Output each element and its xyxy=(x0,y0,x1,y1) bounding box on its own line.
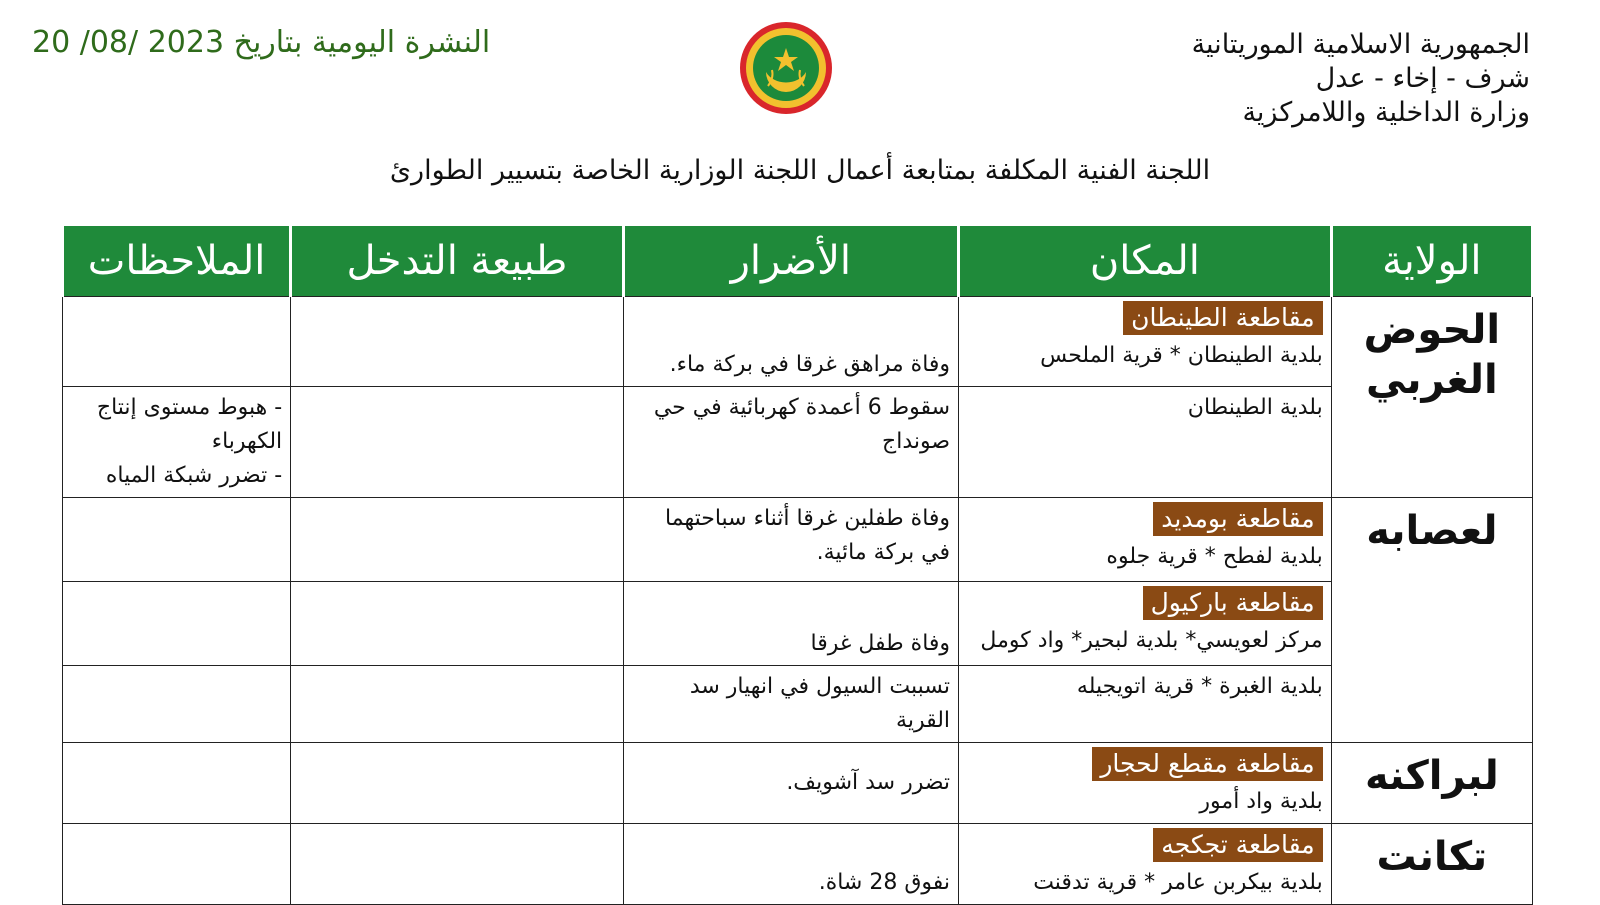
committee-subtitle: اللجنة الفنية المكلفة بمتابعة أعمال اللجنة الوزارية الخاصة بتسيير الطوارئ xyxy=(389,155,1211,186)
wilaya-cell: الحوض الغربي xyxy=(1331,297,1532,498)
intervention-cell xyxy=(291,498,623,582)
damage-cell: تسببت السيول في انهيار سد القرية xyxy=(623,666,958,743)
wilaya-cell: لعصابه xyxy=(1331,498,1532,743)
note-line: - تضرر شبكة المياه xyxy=(105,463,283,488)
notes-cell xyxy=(63,387,291,498)
table-row xyxy=(63,582,1533,666)
ministry-name: وزارة الداخلية واللامركزية xyxy=(1242,97,1530,128)
place-text: بلدية واد أمور xyxy=(1199,789,1323,814)
country-name: الجمهورية الاسلامية الموريتانية xyxy=(1191,29,1530,60)
header-intervention: طبيعة التدخل xyxy=(291,226,623,297)
header-notes: الملاحظات xyxy=(63,226,291,297)
damage-cell: وفاة طفلين غرقا أثناء سباحتهما في بركة مائية. xyxy=(623,498,958,582)
damage-cell: وفاة طفل غرقا xyxy=(623,582,958,666)
intervention-cell xyxy=(291,582,623,666)
table-header-row xyxy=(63,226,1533,297)
table-row xyxy=(63,666,1533,743)
intervention-cell xyxy=(291,297,623,387)
mauritania-emblem-icon xyxy=(738,20,834,116)
wilaya-cell: تكانت xyxy=(1331,824,1532,905)
damage-cell: تضرر سد آشويف. xyxy=(623,743,958,824)
place-text: بلدية الطينطان xyxy=(1187,395,1323,420)
damage-cell: نفوق 28 شاة. xyxy=(623,824,958,905)
national-motto: شرف - إخاء - عدل xyxy=(1315,63,1530,94)
intervention-cell xyxy=(291,387,623,498)
table-row xyxy=(63,743,1533,824)
place-cell xyxy=(959,498,1332,582)
header-wilaya: الولاية xyxy=(1331,226,1532,297)
place-cell xyxy=(959,582,1332,666)
wilaya-cell: لبراكنه xyxy=(1331,743,1532,824)
intervention-cell xyxy=(291,666,623,743)
notes-cell xyxy=(63,824,291,905)
notes-cell xyxy=(63,582,291,666)
intervention-cell xyxy=(291,743,623,824)
notes-cell xyxy=(63,666,291,743)
moughataa-badge: مقاطعة بومديد xyxy=(1153,502,1322,536)
place-text: بلدية الطينطان * قرية الملحس xyxy=(1040,343,1323,368)
place-cell xyxy=(959,743,1332,824)
place-text: بلدية بيكربن عامر * قرية تدقنت xyxy=(1033,870,1323,895)
notes-cell xyxy=(63,498,291,582)
table-row xyxy=(63,498,1533,582)
intervention-cell xyxy=(291,824,623,905)
place-cell xyxy=(959,387,1332,498)
place-text: بلدية الغبرة * قرية اتويجيله xyxy=(1076,674,1323,699)
moughataa-badge: مقاطعة تجكجه xyxy=(1153,828,1322,862)
damage-cell: سقوط 6 أعمدة كهربائية في حي صونداج xyxy=(623,387,958,498)
bulletin-date: 2023 /08/ 20 xyxy=(32,25,225,60)
table-row xyxy=(63,387,1533,498)
bulletin-title xyxy=(32,25,532,60)
place-cell xyxy=(959,297,1332,387)
notes-cell xyxy=(63,743,291,824)
place-cell xyxy=(959,666,1332,743)
damage-cell: وفاة مراهق غرقا في بركة ماء. xyxy=(623,297,958,387)
moughataa-badge: مقاطعة الطينطان xyxy=(1123,301,1323,335)
place-text: بلدية لفطح * قرية جلوه xyxy=(1106,544,1323,569)
table-row xyxy=(63,824,1533,905)
header-damage: الأضرار xyxy=(623,226,958,297)
header-right-block xyxy=(1070,28,1530,130)
moughataa-badge: مقاطعة مقطع لحجار xyxy=(1092,747,1322,781)
note-line: - هبوط مستوى إنتاج الكهرباء xyxy=(96,395,283,454)
table-row xyxy=(63,297,1533,387)
moughataa-badge: مقاطعة باركيول xyxy=(1143,586,1323,620)
bulletin-label: النشرة اليومية بتاريخ xyxy=(233,25,491,60)
place-text: مركز لعويسي* بلدية لبحير* واد كومل xyxy=(980,628,1323,653)
place-cell xyxy=(959,824,1332,905)
notes-cell xyxy=(63,297,291,387)
header-place: المكان xyxy=(959,226,1332,297)
emergency-report-table xyxy=(61,226,1534,905)
